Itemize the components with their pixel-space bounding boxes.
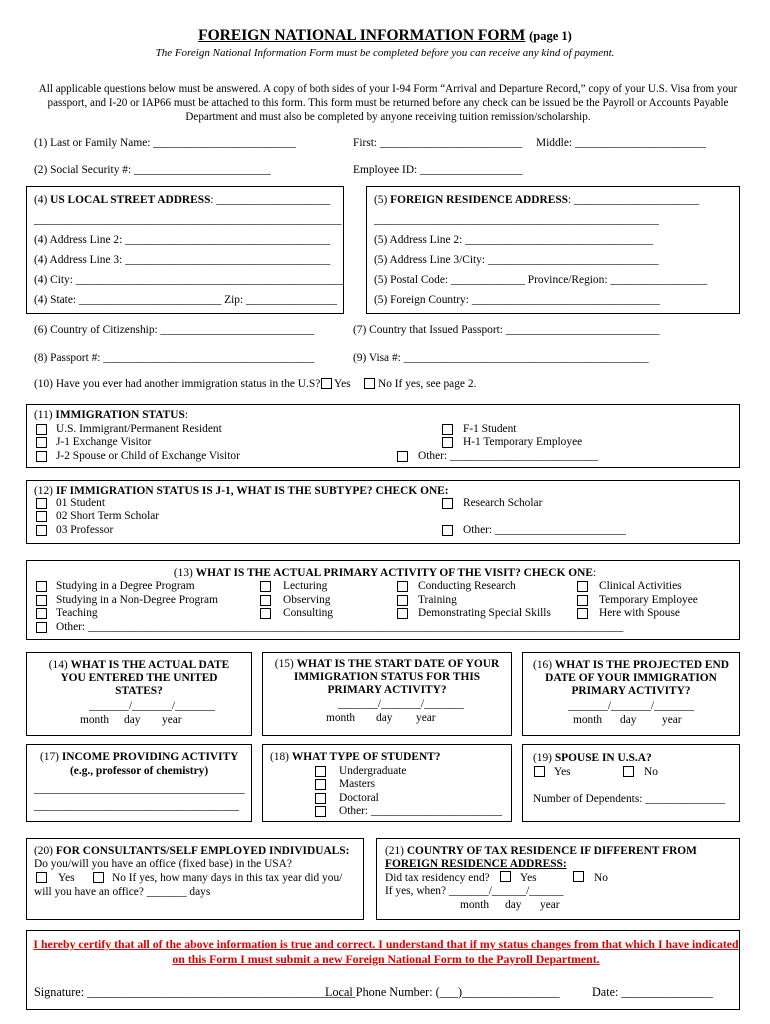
undergraduate-label: Undergraduate (339, 765, 407, 777)
foreign-street-field[interactable]: : ______________________ (568, 194, 700, 206)
immigration-status-heading (34, 409, 188, 421)
income-field-2[interactable]: ____________________________________ (34, 800, 240, 812)
student-subtype-checkbox[interactable] (36, 498, 47, 509)
spouse-number: (19) (533, 752, 555, 764)
activity-lecturing-checkbox[interactable] (260, 581, 271, 592)
date-field[interactable]: Date: _______________ (592, 985, 713, 999)
last-name-field[interactable]: (1) Last or Family Name: _________________________ (34, 137, 296, 149)
entry-date-question (36, 659, 242, 698)
activity-spouse-checkbox[interactable] (577, 608, 588, 619)
end-date-number: (16) (533, 659, 555, 671)
student-type-title: WHAT TYPE OF STUDENT? (291, 751, 441, 763)
activity-nondegree-checkbox[interactable] (36, 595, 47, 606)
activity-teaching-label: Teaching (56, 607, 98, 619)
undergraduate-checkbox[interactable] (315, 766, 326, 777)
start-date-number: (15) (274, 658, 297, 670)
spouse-yes-checkbox[interactable] (534, 766, 545, 777)
spouse-no-label: No (644, 766, 658, 778)
certification-statement: I hereby certify that all of the above information is true and correct. I understand that if my status changes from that which I have indicated on this Form I must submit a new Foreign National Form to the Payroll Department. (33, 937, 739, 966)
student-other-field[interactable]: Other: _______________________ (339, 805, 502, 817)
student-type-number: (18) (270, 751, 292, 763)
us-address-heading (34, 194, 330, 206)
research-scholar-label: Research Scholar (463, 497, 543, 509)
consultant-number: (20) (34, 845, 56, 857)
passport-country-field[interactable]: (7) Country that Issued Passport: ___________________________ (353, 324, 660, 336)
foreign-address-line3-field[interactable]: (5) Address Line 3/City: ______________________________ (374, 254, 659, 266)
tax-yes-checkbox[interactable] (500, 871, 511, 882)
foreign-country-field[interactable]: (5) Foreign Country: _________________________________ (374, 294, 660, 306)
entry-date-field[interactable]: _______/_______/_______ (89, 700, 215, 712)
start-date-title: WHAT IS THE START DATE OF YOUR IMMIGRATION STATUS FOR THIS PRIMARY ACTIVITY? (293, 658, 500, 696)
activity-skills-label: Demonstrating Special Skills (418, 607, 551, 619)
tax-yes-label: Yes (520, 872, 537, 884)
foreign-street-line[interactable]: __________________________________________________ (374, 214, 659, 226)
activity-degree-label: Studying in a Degree Program (56, 580, 195, 592)
j2-checkbox[interactable] (36, 451, 47, 462)
prior-status-question: (10) Have you ever had another immigration status in the U.S? (34, 378, 321, 390)
tax-title: COUNTRY OF TAX RESIDENCE IF DIFFERENT FROM (406, 845, 697, 857)
doctoral-checkbox[interactable] (315, 793, 326, 804)
end-year-label: year (662, 714, 682, 726)
foreign-address-title: FOREIGN RESIDENCE ADDRESS (390, 194, 569, 206)
first-name-field[interactable]: First: _________________________ (353, 137, 523, 149)
immigration-other-field[interactable]: Other: __________________________ (418, 450, 599, 462)
research-scholar-checkbox[interactable] (442, 498, 453, 509)
tax-end-date-field[interactable]: If yes, when? _______/______/______ (385, 885, 564, 897)
phone-field[interactable]: Local Phone Number: (___)________________ (325, 985, 560, 999)
employee-id-field[interactable]: Employee ID: __________________ (353, 164, 523, 176)
us-address-number: (4) (34, 194, 51, 206)
tax-residence-heading (385, 845, 697, 857)
activity-training-checkbox[interactable] (397, 595, 408, 606)
entry-day-label: day (124, 714, 141, 726)
tax-month-label: month (460, 899, 490, 911)
activity-temp-employee-label: Temporary Employee (599, 594, 698, 606)
consultant-title: FOR CONSULTANTS/SELF EMPLOYED INDIVIDUALS: (55, 845, 350, 857)
j1-other-checkbox[interactable] (442, 525, 453, 536)
masters-checkbox[interactable] (315, 779, 326, 790)
income-heading (40, 751, 238, 763)
activity-other-checkbox[interactable] (36, 622, 47, 633)
activity-consulting-checkbox[interactable] (260, 608, 271, 619)
entry-date-number: (14) (48, 659, 71, 671)
h1-label: H-1 Temporary Employee (463, 436, 583, 448)
activity-consulting-label: Consulting (283, 607, 334, 619)
form-instructions: All applicable questions below must be answered. A copy of both sides of your I-94 Form “Arrival and Departure Record,” copy of your U.S. Visa from your passport, and I-20 or IAP66 must be attached to this form. This form must be returned before any check can be issued be the Payroll or Accounts Payable Department and must also be completed by anyone receiving tuition remission/scholarship. (38, 83, 738, 123)
us-address-line2-field[interactable]: (4) Address Line 2: ____________________________________ (34, 234, 331, 246)
citizenship-field[interactable]: (6) Country of Citizenship: ___________________________ (34, 324, 315, 336)
office-days-field[interactable]: will you have an office? _______ days (34, 886, 211, 898)
us-state-zip-field[interactable]: (4) State: _________________________ Zip: ________________ (34, 294, 338, 306)
j1-title: IF IMMIGRATION STATUS IS J-1, WHAT IS THE SUBTYPE? CHECK ONE: (55, 485, 449, 497)
scholar-subtype-label: 02 Short Term Scholar (56, 510, 160, 522)
activity-lecturing-label: Lecturing (283, 580, 328, 592)
spouse-title: SPOUSE IN U.S.A? (554, 752, 652, 764)
tax-end-question: Did tax residency end? (385, 872, 490, 884)
activity-clinical-label: Clinical Activities (599, 580, 682, 592)
us-street-field[interactable]: : ____________________ (210, 194, 331, 206)
activity-temp-employee-checkbox[interactable] (577, 595, 588, 606)
end-date-question (530, 659, 732, 698)
tax-residence-heading-2: FOREIGN RESIDENCE ADDRESS: (385, 858, 567, 870)
prior-status-yes-label: Yes (334, 378, 351, 390)
start-date-question (270, 658, 504, 697)
student-type-heading (270, 751, 440, 763)
prior-status-no-label: No If yes, see page 2. (378, 378, 477, 390)
spouse-yes-label: Yes (554, 766, 571, 778)
activity-spouse-label: Here with Spouse (599, 607, 680, 619)
tax-no-label: No (594, 872, 608, 884)
activity-observing-label: Observing (283, 594, 331, 606)
start-month-label: month (326, 712, 356, 724)
office-question: Do you/will you have an office (fixed base) in the USA? (34, 858, 292, 870)
dependents-field[interactable]: Number of Dependents: ______________ (533, 793, 726, 805)
office-yes-checkbox[interactable] (36, 872, 47, 883)
j1-number: (12) (34, 485, 56, 497)
entry-date-title: WHAT IS THE ACTUAL DATE YOU ENTERED THE UNITED STATES? (60, 659, 230, 697)
spouse-heading (533, 752, 652, 764)
form-title-text: FOREIGN NATIONAL INFORMATION FORM (198, 27, 526, 44)
activity-clinical-checkbox[interactable] (577, 581, 588, 592)
office-no-label: No If yes, how many days in this tax year did you/ (112, 872, 343, 884)
immigration-other-checkbox[interactable] (397, 451, 408, 462)
visa-number-field[interactable]: (9) Visa #: ___________________________________________ (353, 352, 649, 364)
immigrant-label: U.S. Immigrant/Permanent Resident (56, 423, 222, 435)
foreign-address-line2-field[interactable]: (5) Address Line 2: _________________________________ (374, 234, 654, 246)
primary-activity-heading (0, 567, 770, 579)
activity-title: WHAT IS THE ACTUAL PRIMARY ACTIVITY OF THE VISIT? CHECK ONE (195, 567, 593, 579)
foreign-address-number: (5) (374, 194, 391, 206)
activity-research-checkbox[interactable] (397, 581, 408, 592)
immigration-colon: : (184, 409, 188, 421)
consultant-heading (34, 845, 349, 857)
prior-status-yes-checkbox[interactable] (321, 378, 332, 389)
tax-year-label: year (540, 899, 560, 911)
us-address-title: US LOCAL STREET ADDRESS (50, 194, 211, 206)
tax-no-checkbox[interactable] (573, 871, 584, 882)
tax-day-label: day (505, 899, 522, 911)
j1-subtype-heading (34, 485, 449, 497)
income-subheading: (e.g., professor of chemistry) (70, 765, 209, 777)
entry-year-label: year (162, 714, 182, 726)
entry-month-label: month (80, 714, 110, 726)
tax-number: (21) (385, 845, 407, 857)
activity-training-label: Training (418, 594, 457, 606)
activity-nondegree-label: Studying in a Non-Degree Program (56, 594, 218, 606)
signature-field[interactable]: Signature: ____________________________________________ (34, 985, 356, 999)
form-title (0, 27, 770, 45)
end-date-title: WHAT IS THE PROJECTED END DATE OF YOUR IMMIGRATION PRIMARY ACTIVITY? (545, 659, 729, 697)
professor-subtype-checkbox[interactable] (36, 525, 47, 536)
immigration-number: (11) (34, 409, 56, 421)
us-address-line3-field[interactable]: (4) Address Line 3: ____________________________________ (34, 254, 331, 266)
student-subtype-label: 01 Student (56, 497, 106, 509)
masters-label: Masters (339, 778, 376, 790)
spouse-no-checkbox[interactable] (623, 766, 634, 777)
activity-research-label: Conducting Research (418, 580, 516, 592)
activity-degree-checkbox[interactable] (36, 581, 47, 592)
us-street-line[interactable]: ______________________________________________________ (34, 214, 342, 226)
middle-name-field[interactable]: Middle: _______________________ (536, 137, 706, 149)
passport-number-field[interactable]: (8) Passport #: _____________________________________ (34, 352, 315, 364)
income-number: (17) (40, 751, 62, 763)
start-date-field[interactable]: _______/_______/_______ (338, 698, 464, 710)
foreign-postal-field[interactable]: (5) Postal Code: _____________ Province/Region: _________________ (374, 274, 708, 286)
end-date-field[interactable]: _______/_______/_______ (568, 700, 694, 712)
j1-label: J-1 Exchange Visitor (56, 436, 152, 448)
end-day-label: day (620, 714, 637, 726)
j2-label: J-2 Spouse or Child of Exchange Visitor (56, 450, 240, 462)
ssn-field[interactable]: (2) Social Security #: ________________________ (34, 164, 271, 176)
student-other-checkbox[interactable] (315, 806, 326, 817)
office-yes-label: Yes (58, 872, 75, 884)
f1-checkbox[interactable] (442, 424, 453, 435)
activity-other-field[interactable]: Other: ______________________________________________________________________________________________ (56, 621, 624, 633)
professor-subtype-label: 03 Professor (56, 524, 114, 536)
foreign-address-heading (374, 194, 699, 206)
income-field-1[interactable]: _____________________________________ (34, 783, 245, 795)
immigrant-checkbox[interactable] (36, 424, 47, 435)
activity-teaching-checkbox[interactable] (36, 608, 47, 619)
activity-skills-checkbox[interactable] (397, 608, 408, 619)
form-subtitle: The Foreign National Information Form must be completed before you can receive any kind of payment. (155, 47, 615, 59)
immigration-title: IMMIGRATION STATUS (55, 409, 185, 421)
h1-checkbox[interactable] (442, 437, 453, 448)
activity-colon: : (592, 567, 597, 579)
income-title: INCOME PROVIDING ACTIVITY (61, 751, 239, 763)
end-month-label: month (573, 714, 603, 726)
j1-checkbox[interactable] (36, 437, 47, 448)
start-day-label: day (376, 712, 393, 724)
activity-observing-checkbox[interactable] (260, 595, 271, 606)
us-city-field[interactable]: (4) City: _______________________________________________ (34, 274, 344, 286)
office-no-checkbox[interactable] (93, 872, 104, 883)
page-indicator: (page 1) (529, 29, 572, 43)
scholar-subtype-checkbox[interactable] (36, 511, 47, 522)
f1-label: F-1 Student (463, 423, 517, 435)
activity-number: (13) (173, 567, 196, 579)
prior-status-no-checkbox[interactable] (364, 378, 375, 389)
start-year-label: year (416, 712, 436, 724)
j1-other-field[interactable]: Other: _______________________ (463, 524, 626, 536)
doctoral-label: Doctoral (339, 792, 379, 804)
